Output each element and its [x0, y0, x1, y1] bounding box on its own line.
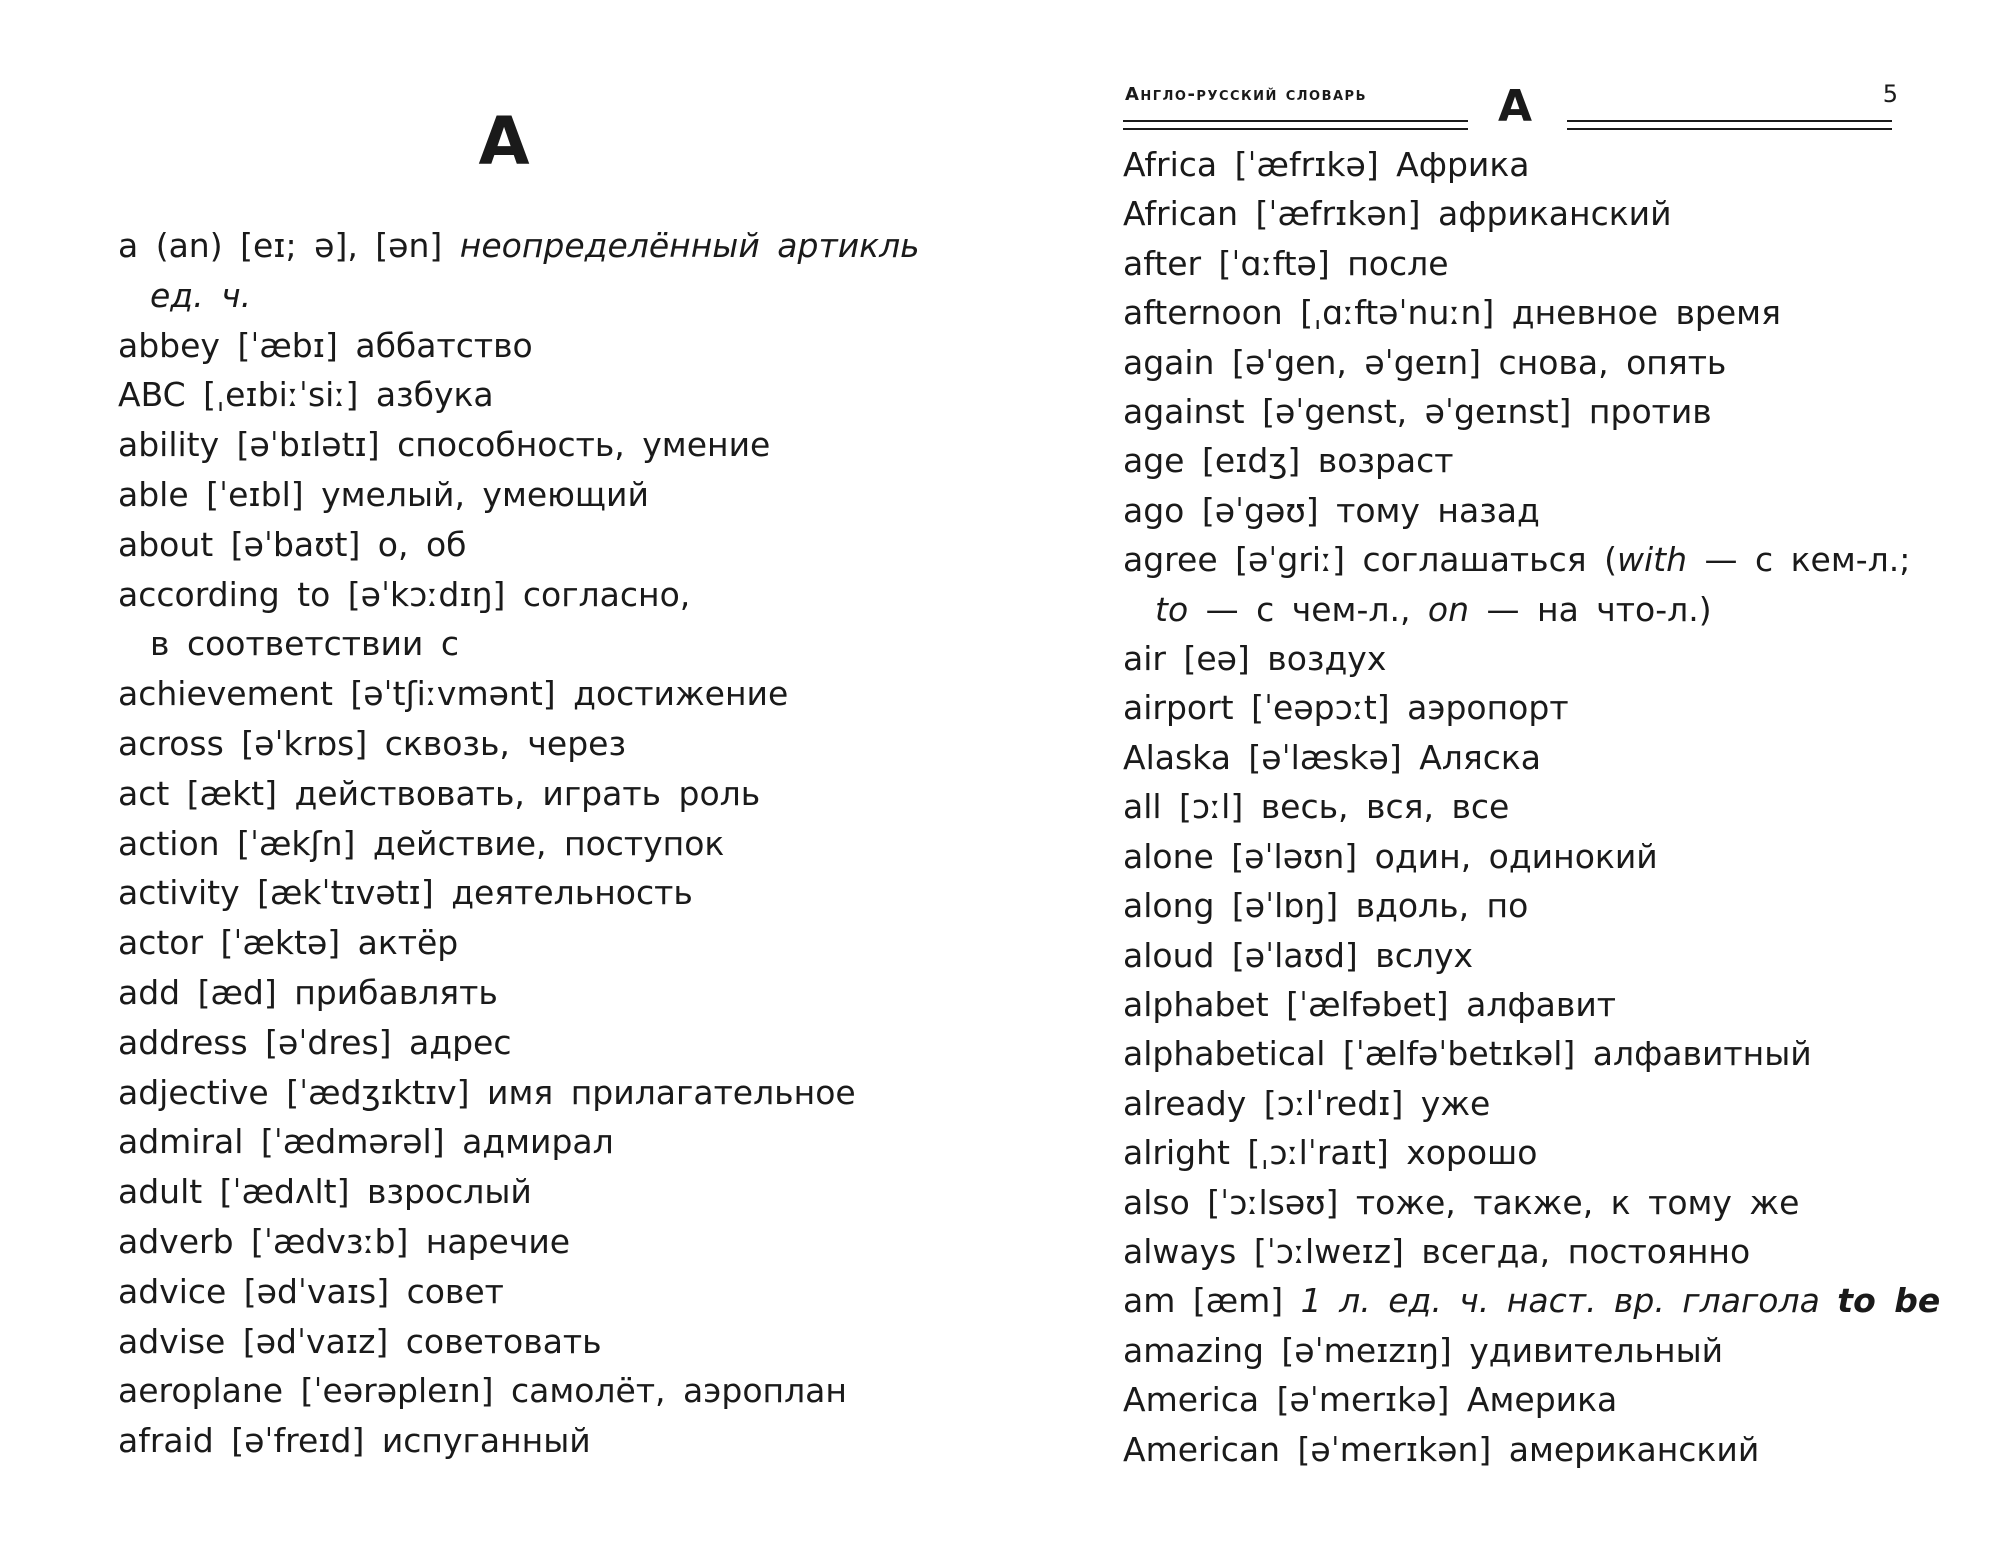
dictionary-entry — [1123, 1276, 1941, 1325]
dictionary-entry — [1123, 1227, 1893, 1276]
dictionary-entry — [118, 868, 968, 918]
dictionary-entry — [118, 420, 968, 470]
dictionary-entry — [1123, 1326, 1893, 1375]
dictionary-entry — [1123, 436, 1893, 485]
dictionary-entry — [1123, 1375, 1893, 1424]
entry-text: always [ˈɔːlweɪz] всегда, постоянно — [1123, 1231, 1751, 1271]
entry-text: age [eɪdʒ] возраст — [1123, 441, 1454, 481]
entry-text: to — [1155, 589, 1189, 629]
dictionary-entry — [118, 370, 968, 420]
dictionary-entry — [118, 1117, 968, 1167]
dictionary-entry — [118, 520, 968, 570]
dictionary-entry — [118, 1018, 968, 1068]
dictionary-entry — [1123, 1178, 1893, 1227]
dictionary-entry — [118, 470, 968, 520]
entry-text: неопределённый артикль — [459, 226, 920, 265]
entry-text: alone [əˈləʊn] один, одинокий — [1123, 836, 1658, 876]
entry-text: в соответствии с — [150, 624, 460, 664]
dictionary-entry — [1123, 931, 1893, 980]
entry-text: agree [əˈgriː] соглашаться ( — [1123, 540, 1617, 580]
entry-text: aloud [əˈlaʊd] вслух — [1123, 935, 1474, 975]
entry-text: all [ɔːl] весь, вся, все — [1123, 787, 1510, 827]
running-letter: A — [1498, 81, 1533, 132]
dictionary-entry — [118, 1167, 968, 1217]
entry-text: after [ˈɑːftə] после — [1123, 243, 1449, 283]
entry-text: action [ˈækʃn] действие, поступок — [118, 823, 725, 863]
entry-text: advise [ədˈvaɪz] советовать — [118, 1321, 602, 1361]
entry-text: 1 л. ед. ч. наст. вр. глагола — [1300, 1281, 1838, 1321]
entry-text: airport [ˈeəpɔːt] аэропорт — [1123, 688, 1569, 728]
entry-text: aeroplane [ˈeərəpleɪn] самолёт, аэроплан — [118, 1371, 847, 1411]
entry-text: ед. ч. — [150, 275, 252, 315]
entry-text: already [ɔːlˈredɪ] уже — [1123, 1083, 1491, 1123]
header-rule-left — [1123, 120, 1468, 130]
entry-text: able [ˈeɪbl] умелый, умеющий — [118, 474, 649, 514]
entry-text: amazing [əˈmeɪzɪŋ] удивительный — [1123, 1330, 1724, 1370]
dictionary-entry — [1123, 881, 1893, 930]
dictionary-entry — [118, 1317, 968, 1367]
header-rule-right — [1567, 120, 1892, 130]
dictionary-entry — [1123, 733, 1893, 782]
entry-text: against [əˈgenst, əˈgeɪnst] против — [1123, 392, 1712, 432]
entry-text: according to [əˈkɔːdɪŋ] согласно, — [118, 574, 691, 614]
entry-text: ability [əˈbɪlətɪ] способность, умение — [118, 425, 771, 465]
entry-text: act [ækt] действовать, играть роль — [118, 773, 761, 813]
dictionary-entry — [118, 1416, 968, 1466]
entry-text: ABC [ˌeɪbiːˈsiː] азбука — [118, 375, 494, 415]
dictionary-entry — [1123, 1029, 1893, 1078]
dictionary-entry — [118, 221, 968, 271]
dictionary-entry — [118, 570, 968, 620]
dictionary-entry — [1123, 1425, 1893, 1474]
entry-text: — на что-л.) — [1469, 589, 1712, 629]
dictionary-entry — [118, 1267, 968, 1317]
entry-text: afternoon [ˌɑːftəˈnuːn] дневное время — [1123, 293, 1781, 333]
entry-text: alright [ˌɔːlˈraɪt] хорошо — [1123, 1133, 1538, 1173]
page-number: 5 — [1882, 80, 1898, 108]
entry-text: also [ˈɔːlsəʊ] тоже, также, к тому же — [1123, 1182, 1800, 1222]
entry-continuation — [118, 271, 968, 321]
entry-text: alphabet [ˈælfəbet] алфавит — [1123, 984, 1617, 1024]
entry-continuation — [118, 619, 968, 669]
entry-text: across [əˈkrɒs] сквозь, через — [118, 723, 626, 763]
entry-text: to be — [1837, 1281, 1941, 1321]
entry-text: adjective [ˈædʒɪktɪv] имя прилагательное — [118, 1072, 856, 1112]
entry-text: adult [ˈædʌlt] взрослый — [118, 1172, 532, 1212]
entry-text: on — [1427, 589, 1470, 629]
running-head: Англо-русский словарь — [1125, 84, 1367, 105]
dictionary-entry — [118, 918, 968, 968]
dictionary-entry — [1123, 980, 1893, 1029]
entry-text: add [æd] прибавлять — [118, 972, 498, 1012]
entry-text: air [eə] воздух — [1123, 639, 1387, 679]
dictionary-entry — [1123, 832, 1893, 881]
entry-text: alphabetical [ˈælfəˈbetɪkəl] алфавитный — [1123, 1034, 1812, 1074]
dictionary-entry — [1123, 1079, 1893, 1128]
entry-text: Africa [ˈæfrɪkə] Африка — [1123, 145, 1530, 184]
entry-text: along [əˈlɒŋ] вдоль, по — [1123, 886, 1529, 926]
dictionary-entry — [118, 1068, 968, 1118]
dictionary-entry — [118, 669, 968, 719]
entry-text: afraid [əˈfreɪd] испуганный — [118, 1421, 591, 1461]
entry-text: actor [ˈæktə] актёр — [118, 923, 459, 963]
entry-text: again [əˈgen, əˈgeɪn] снова, опять — [1123, 342, 1727, 382]
entry-list-right — [1123, 140, 1941, 1474]
entry-list-left — [118, 221, 968, 1466]
dictionary-entry — [1123, 782, 1893, 831]
entry-text: — с кем-л.; — [1686, 540, 1911, 580]
entry-text: activity [ækˈtɪvətɪ] деятельность — [118, 873, 693, 913]
dictionary-entry — [118, 1217, 968, 1267]
dictionary-entry — [118, 769, 968, 819]
entry-text: American [əˈmerɪkən] американский — [1123, 1429, 1760, 1469]
entry-text: America [əˈmerɪkə] Америка — [1123, 1380, 1618, 1420]
entry-text: am [æm] — [1123, 1281, 1301, 1321]
entry-text: adverb [ˈædvɜːb] наречие — [118, 1221, 571, 1261]
entry-text: about [əˈbaʊt] о, об — [118, 524, 467, 564]
dictionary-entry — [118, 968, 968, 1018]
dictionary-entry — [118, 819, 968, 869]
entry-text: advice [ədˈvaɪs] совет — [118, 1271, 504, 1311]
section-letter: A — [478, 103, 530, 180]
entry-text: — с чем-л., — [1188, 589, 1428, 629]
entry-text: address [əˈdres] адрес — [118, 1022, 512, 1062]
entry-continuation — [1123, 585, 1893, 634]
entry-text: a (an) [eɪ; ə], [ən] — [118, 226, 460, 265]
entry-text: abbey [ˈæbɪ] аббатство — [118, 325, 533, 365]
dictionary-entry — [1123, 338, 1893, 387]
entry-text: ago [əˈgəʊ] тому назад — [1123, 490, 1540, 530]
dictionary-entry — [1123, 387, 1893, 436]
dictionary-entry — [1123, 486, 1893, 535]
dictionary-entry — [1123, 239, 1893, 288]
dictionary-entry — [1123, 683, 1893, 732]
dictionary-entry — [118, 1366, 968, 1416]
entry-text: Alaska [əˈlæskə] Аляска — [1123, 737, 1542, 777]
dictionary-entry — [1123, 140, 1893, 189]
right-page — [1000, 0, 2000, 1562]
dictionary-entry — [118, 719, 968, 769]
entry-text: African [ˈæfrɪkən] африканский — [1123, 194, 1672, 234]
dictionary-entry — [1123, 1128, 1893, 1177]
dictionary-entry — [1123, 535, 1911, 584]
dictionary-entry — [1123, 288, 1893, 337]
dictionary-entry — [118, 321, 968, 371]
dictionary-entry — [1123, 634, 1893, 683]
entry-text: achievement [əˈtʃiːvmənt] достижение — [118, 674, 789, 714]
entry-text: admiral [ˈædmərəl] адмирал — [118, 1122, 614, 1162]
dictionary-entry — [1123, 189, 1893, 238]
entry-text: with — [1616, 540, 1687, 580]
